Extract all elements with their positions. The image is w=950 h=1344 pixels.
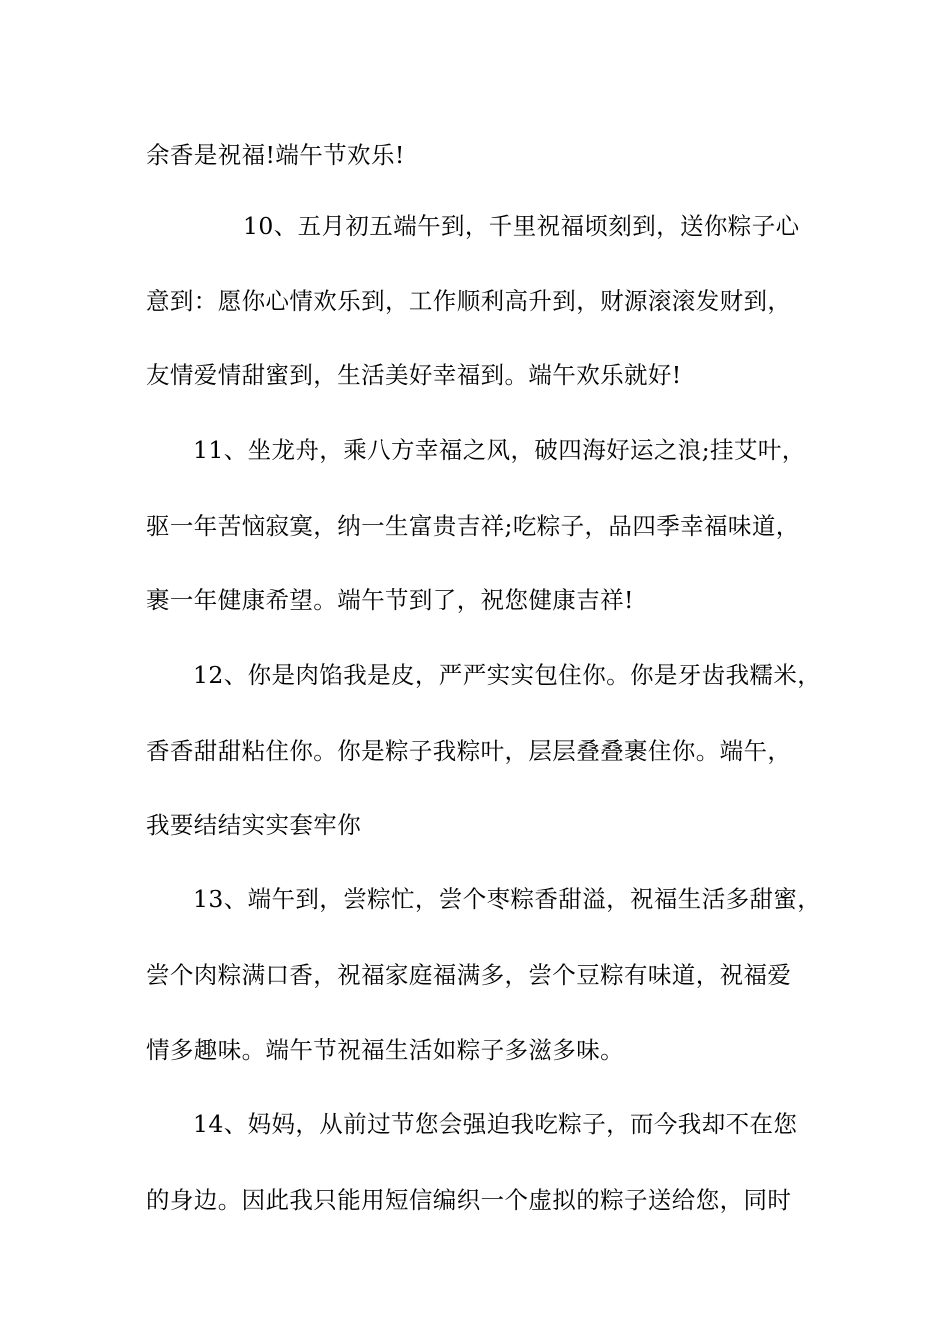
text-line-6: 驱一年苦恼寂寞，纳一生富贵吉祥;吃粽子，品四季幸福味道， [146,512,800,540]
text-line-9: 香香甜甜粘住你。你是粽子我粽叶，层层叠叠裹住你。端午， [146,737,792,765]
text-line-10: 我要结结实实套牢你 [146,811,362,839]
text-line-7: 裹一年健康希望。端午节到了，祝您健康吉祥! [146,586,634,614]
text-line-1: 余香是祝福!端午节欢乐! [146,141,405,169]
text-line-15: 的身边。因此我只能用短信编织一个虚拟的粽子送给您，同时 [146,1186,792,1214]
text-line-5: 11、坐龙舟，乘八方幸福之风，破四海好运之浪;挂艾叶， [193,436,806,464]
text-line-12: 尝个肉粽满口香，祝福家庭福满多，尝个豆粽有味道，祝福爱 [146,961,792,989]
text-line-4: 友情爱情甜蜜到，生活美好幸福到。端午欢乐就好! [146,361,682,389]
text-line-3: 意到：愿你心情欢乐到，工作顺利高升到，财源滚滚发财到， [146,287,792,315]
text-line-11: 13、端午到，尝粽忙，尝个枣粽香甜溢，祝福生活多甜蜜， [193,885,822,913]
text-line-8: 12、你是肉馅我是皮，严严实实包住你。你是牙齿我糯米， [193,661,822,689]
text-line-13: 情多趣味。端午节祝福生活如粽子多滋多味。 [146,1036,624,1064]
text-line-14: 14、妈妈，从前过节您会强迫我吃粽子，而今我却不在您 [193,1110,798,1138]
text-line-2: 10、五月初五端午到，千里祝福顷刻到，送你粽子心 [243,212,800,240]
